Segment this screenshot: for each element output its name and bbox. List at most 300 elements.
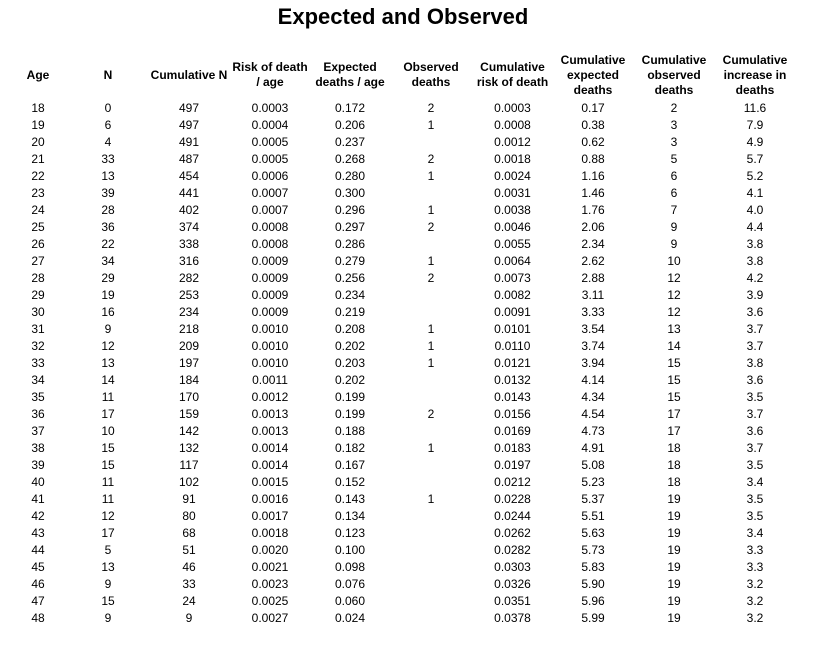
table-row [8,389,795,406]
cell-cumulative-risk: 0.0038 [494,203,531,217]
cell-cumulative-n: 491 [178,135,200,149]
cell-n: 13 [101,356,115,370]
cell-cumulative-n: 197 [178,356,200,370]
cell-cumulative-n: 33 [182,577,196,591]
cell-expected-deaths: 0.100 [334,543,366,557]
cell-observed-deaths: 2 [427,407,435,421]
cell-cumulative-n: 209 [178,339,200,353]
cell-expected-deaths: 0.172 [334,101,366,115]
cell-cumulative-observed: 12 [667,271,681,285]
cell-cumulative-expected: 3.33 [581,305,605,319]
cell-risk-of-death: 0.0012 [251,390,289,404]
cell-observed-deaths [390,508,472,525]
column-header-cumulative-increase: Cumulative increase in deaths [722,52,788,97]
cell-cumulative-expected: 4.14 [581,373,605,387]
cell-risk-of-death: 0.0014 [251,458,289,472]
cell-risk-of-death: 0.0013 [251,407,289,421]
cell-observed-deaths [390,304,472,321]
cell-cumulative-risk: 0.0003 [494,101,531,115]
cell-n: 14 [101,373,115,387]
cell-cumulative-n: 374 [178,220,200,234]
cell-cumulative-expected: 4.91 [581,441,605,455]
cell-expected-deaths: 0.143 [334,492,366,506]
cell-age: 42 [31,509,45,523]
cell-cumulative-observed: 14 [667,339,681,353]
table-row [8,491,795,508]
cell-expected-deaths: 0.202 [334,339,366,353]
table-row [8,542,795,559]
table-row [8,338,795,355]
cell-cumulative-expected: 3.11 [581,288,605,302]
cell-observed-deaths [390,525,472,542]
cell-cumulative-observed: 19 [667,611,681,625]
cell-cumulative-increase: 5.2 [746,169,764,183]
cell-cumulative-expected: 3.74 [581,339,605,353]
cell-cumulative-expected: 2.88 [581,271,605,285]
cell-age: 31 [31,322,45,336]
cell-cumulative-risk: 0.0110 [494,339,531,353]
column-header-n: N [103,67,113,82]
table-row [8,270,795,287]
cell-observed-deaths: 2 [427,101,435,115]
cell-cumulative-n: 80 [182,509,196,523]
cell-cumulative-n: 497 [178,118,200,132]
cell-cumulative-increase: 3.2 [746,577,764,591]
cell-cumulative-n: 9 [185,611,193,625]
cell-cumulative-expected: 3.94 [581,356,605,370]
cell-cumulative-expected: 1.46 [581,186,605,200]
table-row [8,372,795,389]
cell-cumulative-risk: 0.0303 [494,560,531,574]
cell-expected-deaths: 0.268 [334,152,366,166]
cell-cumulative-risk: 0.0055 [494,237,531,251]
cell-cumulative-increase: 3.7 [746,322,764,336]
cell-age: 38 [31,441,45,455]
table-row [8,185,795,202]
cell-n: 9 [104,322,112,336]
cell-cumulative-expected: 2.34 [581,237,605,251]
cell-cumulative-expected: 2.06 [581,220,605,234]
cell-age: 28 [31,271,45,285]
cell-cumulative-expected: 4.54 [581,407,605,421]
cell-expected-deaths: 0.188 [334,424,366,438]
cell-n: 36 [101,220,115,234]
table-row [8,321,795,338]
cell-observed-deaths [390,372,472,389]
table-row [8,134,795,151]
cell-cumulative-n: 454 [178,169,200,183]
cell-risk-of-death: 0.0016 [251,492,289,506]
cell-cumulative-observed: 6 [670,186,678,200]
cell-cumulative-observed: 3 [670,118,678,132]
cell-cumulative-observed: 12 [667,288,681,302]
cell-expected-deaths: 0.208 [334,322,366,336]
cell-n: 29 [101,271,115,285]
cell-expected-deaths: 0.076 [334,577,366,591]
cell-observed-deaths: 1 [427,356,435,370]
cell-cumulative-expected: 1.76 [581,203,605,217]
cell-cumulative-expected: 5.73 [581,543,605,557]
cell-age: 40 [31,475,45,489]
cell-observed-deaths: 1 [427,441,435,455]
cell-age: 21 [31,152,45,166]
cell-cumulative-n: 316 [178,254,200,268]
table-row [8,406,795,423]
table-row [8,151,795,168]
cell-age: 36 [31,407,45,421]
cell-expected-deaths: 0.296 [334,203,366,217]
cell-cumulative-n: 338 [178,237,200,251]
cell-cumulative-increase: 3.3 [746,543,764,557]
cell-n: 5 [104,543,112,557]
cell-cumulative-risk: 0.0351 [494,594,531,608]
cell-n: 13 [101,169,115,183]
cell-cumulative-n: 402 [178,203,200,217]
cell-expected-deaths: 0.199 [334,407,366,421]
cell-cumulative-risk: 0.0018 [494,152,531,166]
cell-cumulative-observed: 15 [667,356,681,370]
cell-n: 33 [101,152,115,166]
cell-risk-of-death: 0.0009 [251,271,289,285]
cell-cumulative-n: 170 [178,390,200,404]
cell-expected-deaths: 0.167 [334,458,366,472]
cell-cumulative-risk: 0.0012 [494,135,531,149]
cell-n: 9 [104,577,112,591]
table-row [8,202,795,219]
table-header-row [8,50,795,100]
table-row [8,508,795,525]
cell-age: 41 [31,492,45,506]
column-header-cumulative-observed: Cumulative observed deaths [641,52,707,97]
cell-observed-deaths [390,287,472,304]
cell-observed-deaths [390,576,472,593]
cell-cumulative-observed: 17 [667,407,681,421]
cell-expected-deaths: 0.203 [334,356,366,370]
cell-cumulative-increase: 11.6 [743,101,767,115]
cell-age: 48 [31,611,45,625]
cell-expected-deaths: 0.234 [334,288,366,302]
cell-risk-of-death: 0.0005 [251,135,289,149]
cell-age: 25 [31,220,45,234]
cell-observed-deaths [390,593,472,610]
cell-risk-of-death: 0.0015 [251,475,289,489]
table-row [8,474,795,491]
cell-cumulative-increase: 4.4 [746,220,764,234]
table-body [8,100,795,627]
cell-cumulative-expected: 0.62 [581,135,605,149]
cell-n: 15 [101,458,115,472]
cell-cumulative-expected: 5.37 [581,492,605,506]
table-row [8,525,795,542]
cell-cumulative-observed: 12 [667,305,681,319]
cell-age: 35 [31,390,45,404]
cell-n: 15 [101,441,115,455]
page-title: Expected and Observed [277,4,529,29]
table-row [8,559,795,576]
cell-risk-of-death: 0.0010 [251,356,289,370]
cell-n: 0 [104,101,112,115]
cell-cumulative-increase: 3.5 [746,492,764,506]
cell-cumulative-n: 234 [178,305,200,319]
table-row [8,219,795,236]
cell-cumulative-risk: 0.0156 [494,407,531,421]
cell-expected-deaths: 0.280 [334,169,366,183]
cell-cumulative-increase: 3.3 [746,560,764,574]
cell-cumulative-risk: 0.0082 [494,288,531,302]
cell-cumulative-n: 46 [182,560,196,574]
cell-n: 11 [101,475,115,489]
cell-cumulative-expected: 5.08 [581,458,605,472]
cell-cumulative-observed: 5 [670,152,678,166]
cell-age: 18 [31,101,45,115]
cell-observed-deaths [390,185,472,202]
cell-age: 23 [31,186,45,200]
cell-observed-deaths: 1 [427,339,435,353]
cell-cumulative-increase: 7.9 [746,118,764,132]
column-header-risk-of-death: Risk of death / age [232,60,308,89]
cell-cumulative-risk: 0.0262 [494,526,531,540]
table-row [8,117,795,134]
cell-cumulative-increase: 3.8 [746,356,764,370]
cell-expected-deaths: 0.152 [334,475,366,489]
cell-cumulative-increase: 3.4 [746,526,764,540]
cell-cumulative-n: 253 [178,288,200,302]
cell-cumulative-observed: 9 [670,237,678,251]
cell-expected-deaths: 0.024 [334,611,366,625]
cell-cumulative-observed: 19 [667,560,681,574]
cell-expected-deaths: 0.237 [334,135,366,149]
column-header-observed-deaths: Observed deaths [403,60,459,89]
cell-risk-of-death: 0.0027 [251,611,289,625]
cell-cumulative-increase: 3.7 [746,407,764,421]
cell-cumulative-increase: 4.0 [746,203,764,217]
cell-expected-deaths: 0.286 [334,237,366,251]
cell-risk-of-death: 0.0017 [251,509,289,523]
table-row [8,593,795,610]
cell-cumulative-observed: 19 [667,577,681,591]
cell-observed-deaths: 2 [427,220,435,234]
table-row [8,253,795,270]
cell-observed-deaths: 1 [427,118,435,132]
cell-expected-deaths: 0.060 [334,594,366,608]
cell-cumulative-expected: 5.63 [581,526,605,540]
cell-n: 9 [104,611,112,625]
cell-n: 15 [101,594,115,608]
cell-n: 4 [104,135,112,149]
cell-cumulative-observed: 13 [667,322,681,336]
table-row [8,440,795,457]
cell-observed-deaths [390,423,472,440]
cell-cumulative-expected: 1.16 [581,169,605,183]
cell-cumulative-risk: 0.0378 [494,611,531,625]
cell-age: 22 [31,169,45,183]
cell-cumulative-risk: 0.0169 [494,424,531,438]
cell-n: 34 [101,254,115,268]
cell-observed-deaths: 1 [427,203,435,217]
cell-risk-of-death: 0.0018 [251,526,289,540]
cell-observed-deaths [390,389,472,406]
cell-cumulative-expected: 5.90 [581,577,605,591]
table-row [8,576,795,593]
cell-expected-deaths: 0.297 [334,220,366,234]
cell-observed-deaths: 1 [427,254,435,268]
cell-cumulative-observed: 10 [667,254,681,268]
cell-n: 28 [101,203,115,217]
cell-risk-of-death: 0.0008 [251,237,289,251]
cell-cumulative-observed: 18 [667,475,681,489]
cell-n: 11 [101,492,115,506]
column-header-expected-deaths: Expected deaths / age [315,60,385,89]
cell-observed-deaths [390,559,472,576]
cell-cumulative-risk: 0.0197 [494,458,531,472]
cell-cumulative-risk: 0.0091 [494,305,531,319]
cell-cumulative-observed: 2 [670,101,678,115]
cell-expected-deaths: 0.300 [334,186,366,200]
cell-risk-of-death: 0.0014 [251,441,289,455]
table-row [8,423,795,440]
cell-cumulative-increase: 3.2 [746,611,764,625]
cell-cumulative-observed: 18 [667,458,681,472]
cell-risk-of-death: 0.0006 [251,169,289,183]
cell-n: 12 [101,339,115,353]
cell-age: 26 [31,237,45,251]
cell-age: 24 [31,203,45,217]
cell-cumulative-expected: 5.83 [581,560,605,574]
cell-cumulative-expected: 5.96 [581,594,605,608]
cell-cumulative-observed: 19 [667,492,681,506]
cell-cumulative-n: 184 [178,373,200,387]
cell-cumulative-risk: 0.0031 [494,186,531,200]
cell-cumulative-observed: 15 [667,390,681,404]
cell-age: 43 [31,526,45,540]
table-row [8,304,795,321]
cell-cumulative-risk: 0.0183 [494,441,531,455]
cell-age: 20 [31,135,45,149]
cell-cumulative-increase: 3.6 [746,424,764,438]
cell-n: 16 [101,305,115,319]
cell-n: 22 [101,237,115,251]
cell-expected-deaths: 0.279 [334,254,366,268]
cell-cumulative-risk: 0.0101 [494,322,531,336]
cell-cumulative-expected: 5.23 [581,475,605,489]
cell-age: 44 [31,543,45,557]
cell-cumulative-expected: 4.34 [581,390,605,404]
cell-cumulative-n: 132 [178,441,200,455]
cell-age: 19 [31,118,45,132]
table-row [8,100,795,117]
table-row [8,355,795,372]
cell-cumulative-increase: 3.4 [746,475,764,489]
cell-risk-of-death: 0.0020 [251,543,289,557]
cell-risk-of-death: 0.0025 [251,594,289,608]
cell-expected-deaths: 0.182 [334,441,366,455]
cell-cumulative-n: 117 [179,458,199,472]
cell-cumulative-increase: 5.7 [746,152,764,166]
cell-cumulative-increase: 3.5 [746,458,764,472]
cell-cumulative-increase: 3.5 [746,509,764,523]
cell-cumulative-observed: 9 [670,220,678,234]
cell-age: 34 [31,373,45,387]
cell-age: 33 [31,356,45,370]
cell-cumulative-risk: 0.0132 [494,373,531,387]
cell-cumulative-n: 91 [182,492,196,506]
cell-cumulative-expected: 4.73 [581,424,605,438]
cell-expected-deaths: 0.134 [334,509,366,523]
cell-cumulative-risk: 0.0244 [494,509,531,523]
cell-cumulative-increase: 3.6 [746,305,764,319]
cell-cumulative-risk: 0.0143 [494,390,531,404]
cell-age: 30 [31,305,45,319]
cell-n: 12 [101,509,115,523]
cell-cumulative-observed: 19 [667,509,681,523]
cell-cumulative-risk: 0.0282 [494,543,531,557]
cell-expected-deaths: 0.199 [334,390,366,404]
cell-risk-of-death: 0.0013 [251,424,289,438]
cell-observed-deaths: 2 [427,152,435,166]
cell-cumulative-risk: 0.0212 [494,475,531,489]
table-row [8,287,795,304]
cell-cumulative-expected: 5.99 [581,611,605,625]
cell-observed-deaths: 2 [427,271,435,285]
cell-cumulative-expected: 0.88 [581,152,605,166]
cell-n: 11 [101,390,115,404]
column-header-cumulative-expected: Cumulative expected deaths [560,52,626,97]
cell-age: 45 [31,560,45,574]
cell-cumulative-risk: 0.0046 [494,220,531,234]
cell-risk-of-death: 0.0004 [251,118,289,132]
cell-observed-deaths: 1 [427,492,435,506]
cell-cumulative-n: 159 [178,407,200,421]
cell-expected-deaths: 0.098 [334,560,366,574]
cell-risk-of-death: 0.0010 [251,339,289,353]
cell-age: 37 [31,424,45,438]
cell-risk-of-death: 0.0007 [251,203,289,217]
cell-observed-deaths [390,457,472,474]
cell-observed-deaths [390,134,472,151]
cell-risk-of-death: 0.0010 [251,322,289,336]
cell-cumulative-risk: 0.0008 [494,118,531,132]
cell-cumulative-observed: 18 [667,441,681,455]
cell-observed-deaths [390,474,472,491]
cell-cumulative-expected: 2.62 [581,254,605,268]
cell-cumulative-observed: 7 [670,203,678,217]
cell-risk-of-death: 0.0009 [251,288,289,302]
cell-cumulative-increase: 3.8 [746,237,764,251]
cell-cumulative-increase: 3.9 [746,288,764,302]
cell-observed-deaths [390,542,472,559]
cell-cumulative-expected: 0.17 [581,101,605,115]
cell-expected-deaths: 0.206 [334,118,366,132]
cell-cumulative-observed: 6 [670,169,678,183]
table-row [8,457,795,474]
cell-cumulative-n: 142 [178,424,200,438]
cell-risk-of-death: 0.0009 [251,305,289,319]
cell-n: 17 [101,407,115,421]
cell-age: 32 [31,339,45,353]
cell-expected-deaths: 0.202 [334,373,366,387]
cell-cumulative-n: 51 [182,543,196,557]
cell-cumulative-n: 487 [178,152,200,166]
cell-cumulative-risk: 0.0121 [494,356,531,370]
cell-observed-deaths [390,236,472,253]
cell-cumulative-n: 282 [178,271,200,285]
expected-observed-table [8,50,795,627]
cell-cumulative-increase: 3.5 [746,390,764,404]
cell-cumulative-observed: 19 [667,594,681,608]
cell-cumulative-increase: 4.1 [746,186,764,200]
cell-n: 6 [104,118,112,132]
cell-cumulative-n: 218 [178,322,200,336]
